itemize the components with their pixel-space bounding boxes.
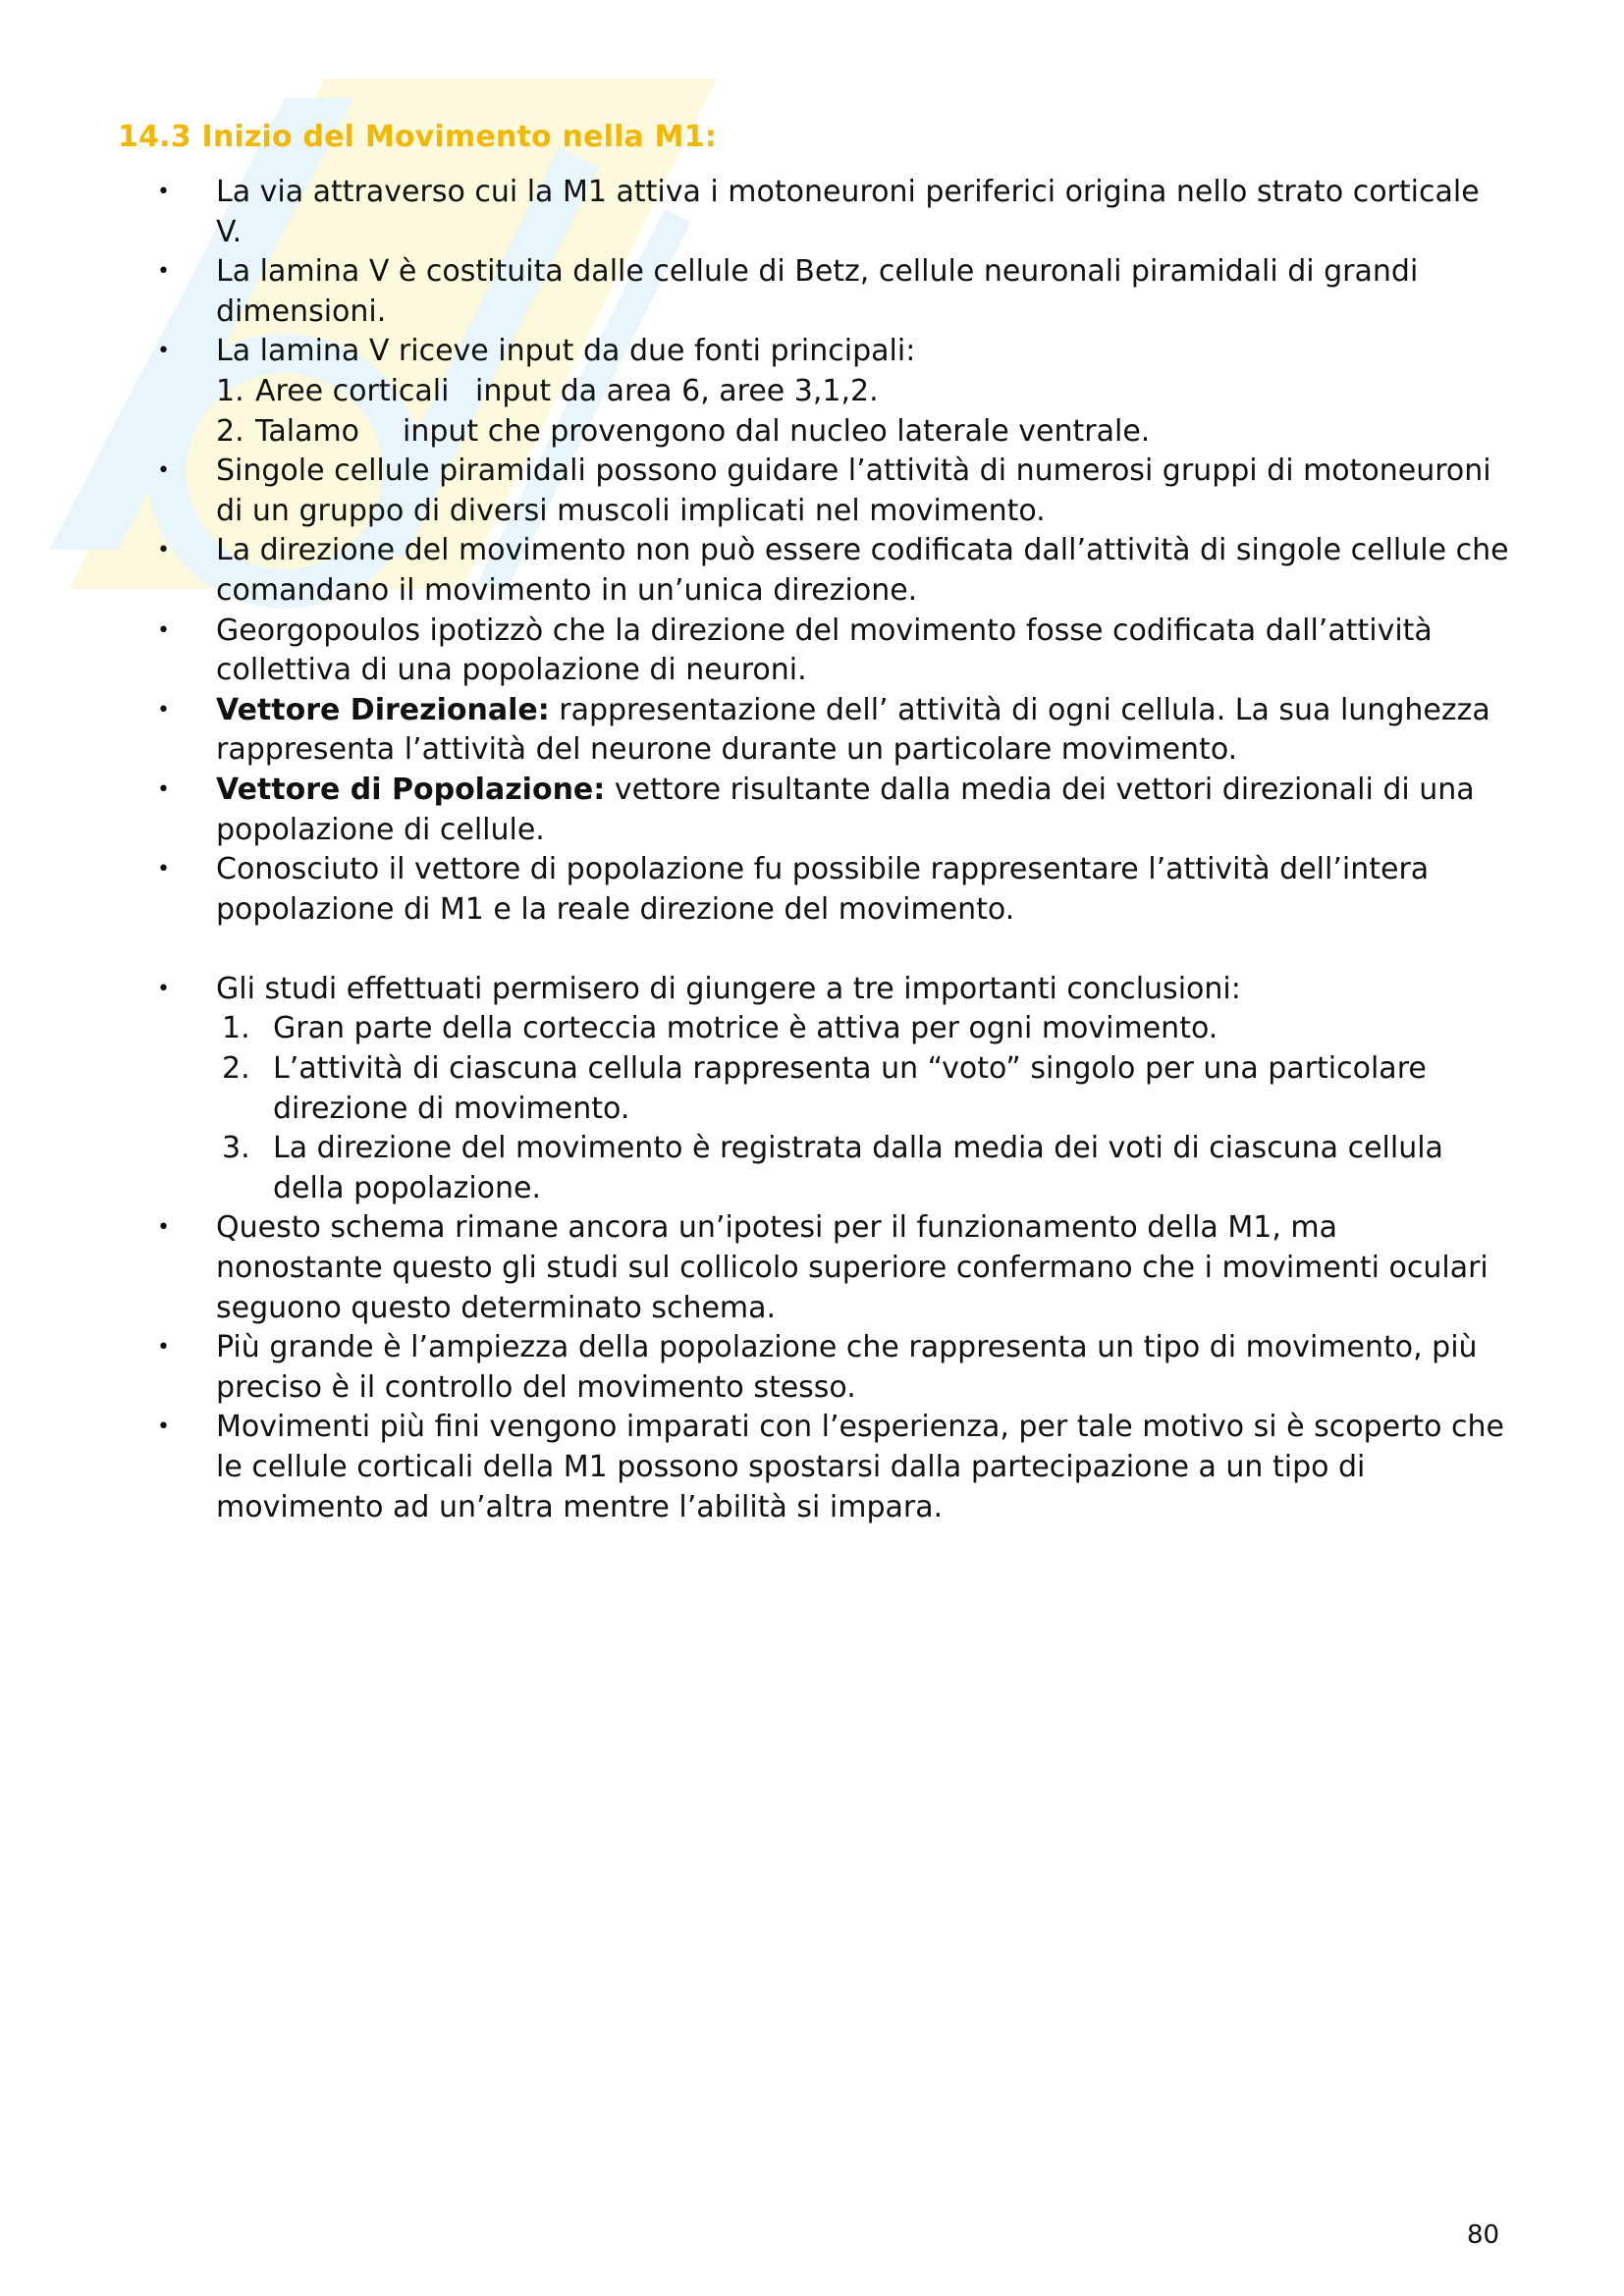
source-number: 1. — [216, 373, 244, 408]
conclusion-number: 1. — [222, 1011, 250, 1046]
list-item: • Georgopoulos ipotizzò che la direzione del movimento fosse codificata dall’attività collettiva di una popolazione di neuroni. — [157, 612, 1512, 691]
list-item — [157, 970, 1512, 1209]
source-term: Aree corticali — [255, 373, 450, 408]
source-desc: input da area 6, aree 3,1,2. — [475, 373, 879, 408]
list-item: • La via attraverso cui la M1 attiva i motoneuroni periferici origina nello strato corticale V. — [157, 173, 1512, 252]
definition-text: vettore risultante dalla media dei vettori direzionali di una popolazione di cellule. — [216, 772, 1475, 847]
conclusion-number: 3. — [222, 1131, 250, 1166]
source-item — [216, 412, 1512, 453]
definition-term: Vettore di Popolazione: — [216, 772, 606, 807]
source-desc: input che provengono dal nucleo laterale ventrale. — [403, 413, 1151, 449]
list-item: • Singole cellule piramidali possono guidare l’attività di numerosi gruppi di motoneuroni di un gruppo di diversi muscoli implicati nel movimento. — [157, 452, 1512, 531]
section-heading: 14.3 Inizio del Movimento nella M1: — [118, 120, 717, 154]
definition-term: Vettore Direzionale: — [216, 692, 550, 727]
list-item — [157, 332, 1512, 452]
page-number: 80 — [1467, 2220, 1500, 2250]
list-item: • La direzione del movimento non può essere codificata dall’attività di singole cellule che comandano il movimento in un’unica direzione. — [157, 531, 1512, 611]
list-item: • La lamina V è costituita dalle cellule di Betz, cellule neuronali piramidali di grandi dimensioni. — [157, 252, 1512, 332]
list-item: • Questo schema rimane ancora un’ipotesi per il funzionamento della M1, ma nonostante questo gli studi sul collicolo superiore confermano che i movimenti oculari seguono questo determinato schema. — [157, 1208, 1512, 1328]
bullet-list — [157, 970, 1512, 1527]
list-item: • Conosciuto il vettore di popolazione fu possibile rappresentare l’attività dell’intera popolazione di M1 e la reale direzione del movimento. — [157, 850, 1512, 930]
list-item-text: La lamina V riceve input da due fonti principali: — [216, 334, 916, 369]
conclusion-number: 2. — [222, 1051, 250, 1087]
conclusion-text: La direzione del movimento è registrata dalla media dei voti di ciascuna cellula della popolazione. — [273, 1131, 1443, 1205]
section-content — [157, 173, 1512, 1527]
conclusion-item — [216, 1129, 1512, 1208]
list-item-text: Gli studi effettuati permisero di giungere a tre importanti conclusioni: — [216, 971, 1241, 1006]
bullet-list — [157, 173, 1512, 930]
conclusion-item — [216, 1009, 1512, 1049]
list-item: • Più grande è l’ampiezza della popolazione che rappresenta un tipo di movimento, più preciso è il controllo del movimento stesso. — [157, 1328, 1512, 1408]
source-number: 2. — [216, 413, 244, 449]
conclusion-item — [216, 1049, 1512, 1129]
conclusions-list — [216, 1009, 1512, 1208]
list-item: • Movimenti più fini vengono imparati con l’esperienza, per tale motivo si è scoperto che le cellule corticali della M1 possono spostarsi dalla partecipazione a un tipo di movimento ad un’altra mentre l’abilità si impara. — [157, 1408, 1512, 1527]
conclusion-text: Gran parte della corteccia motrice è attiva per ogni movimento. — [273, 1011, 1218, 1046]
source-item — [216, 372, 1512, 412]
list-item — [157, 771, 1512, 850]
sources-list — [216, 372, 1512, 452]
paragraph-gap — [157, 930, 1512, 970]
list-item — [157, 691, 1512, 771]
conclusion-text: L’attività di ciascuna cellula rappresenta un “voto” singolo per una particolare direzione di movimento. — [273, 1051, 1427, 1126]
definition-text: rappresentazione dell’ attività di ogni cellula. La sua lunghezza rappresenta l’attività del neurone durante un particolare movimento. — [216, 692, 1490, 768]
source-term: Talamo — [255, 413, 360, 449]
